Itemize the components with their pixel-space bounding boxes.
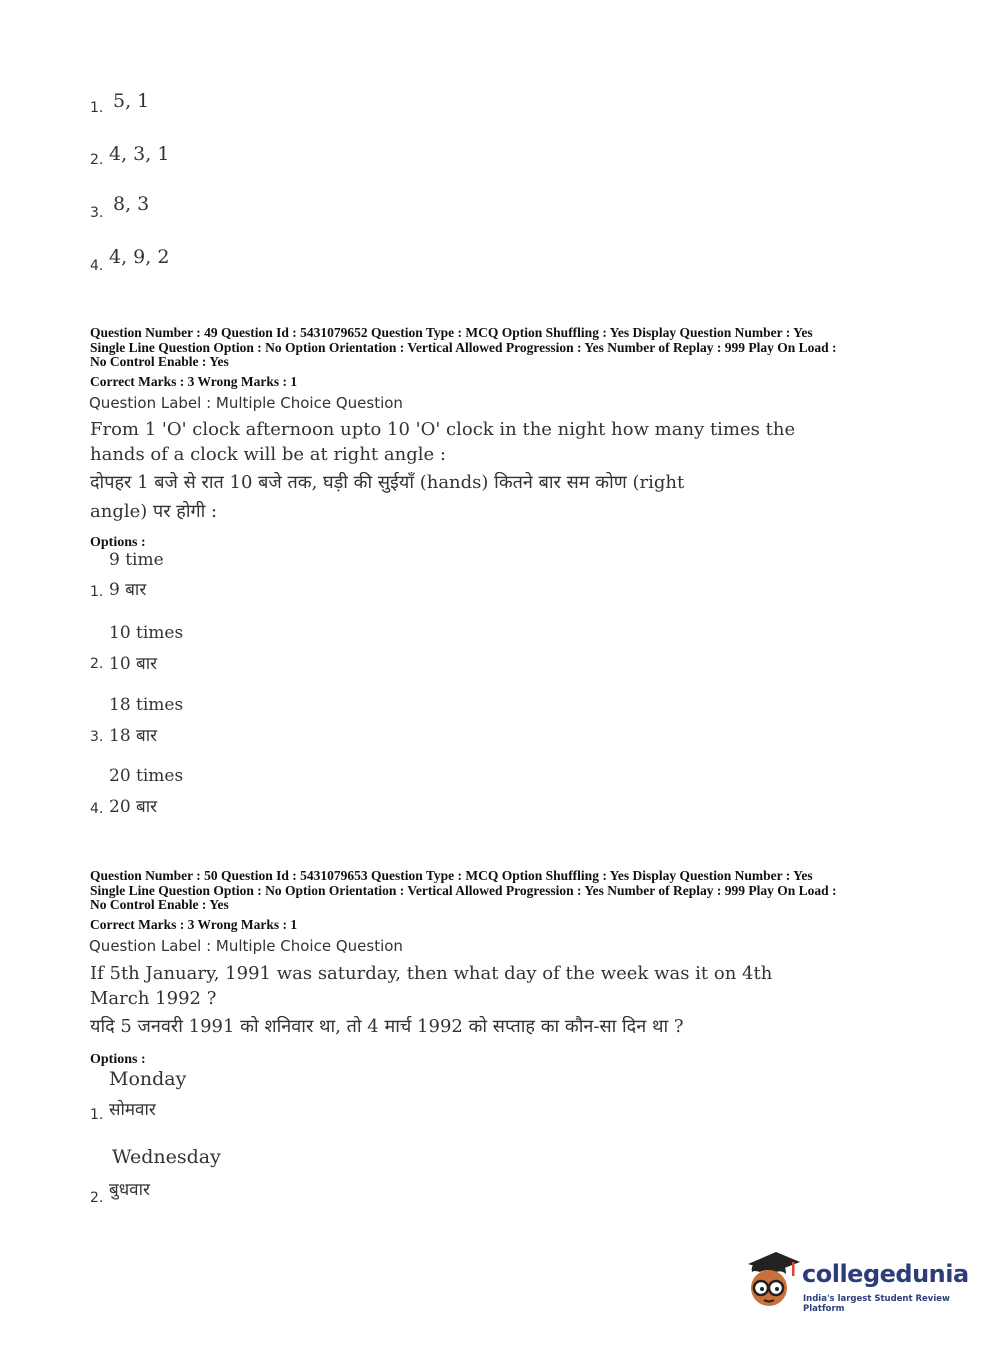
question-text-line: angle) पर होगी : bbox=[90, 501, 218, 522]
option-value: 8, 3 bbox=[113, 193, 150, 215]
option-text-en: 10 times bbox=[109, 623, 184, 643]
option-number: 3. bbox=[90, 729, 104, 745]
option-number: 3. bbox=[90, 205, 104, 221]
option-number: 1. bbox=[90, 584, 104, 600]
student-mascot-icon bbox=[742, 1250, 802, 1312]
option-text-en: Wednesday bbox=[112, 1146, 221, 1168]
option-text-hi: 10 बार bbox=[109, 654, 158, 674]
option-number: 1. bbox=[90, 1107, 104, 1123]
option-value: 5, 1 bbox=[113, 90, 150, 112]
collegedunia-logo bbox=[742, 1250, 972, 1316]
option-text-en: Monday bbox=[109, 1068, 187, 1090]
option-text-hi: 9 बार bbox=[109, 580, 147, 600]
meta-line: Question Number : 49 Question Id : 5431079652 Question Type : MCQ Option Shuffling : Yes Display Question Number : Yes bbox=[90, 325, 813, 340]
options-label: Options : bbox=[90, 1052, 146, 1067]
option-text-hi: 18 बार bbox=[109, 726, 158, 746]
option-text-hi: 20 बार bbox=[109, 797, 158, 817]
question-text-en bbox=[90, 417, 830, 467]
question-text-hi bbox=[90, 1012, 830, 1041]
question-meta bbox=[90, 326, 920, 370]
question-text-line: hands of a clock will be at right angle : bbox=[90, 444, 446, 465]
question-meta bbox=[90, 869, 920, 913]
question-text-hi bbox=[90, 468, 830, 526]
question-text-line: From 1 'O' clock afternoon upto 10 'O' clock in the night how many times the bbox=[90, 419, 796, 440]
question-text-en bbox=[90, 961, 830, 1011]
meta-line: Single Line Question Option : No Option Orientation : Vertical Allowed Progression : Yes Number of Replay : 999 Play On Load : bbox=[90, 339, 837, 355]
option-text-en: 20 times bbox=[109, 766, 184, 786]
question-marks: Correct Marks : 3 Wrong Marks : 1 bbox=[90, 374, 298, 389]
meta-line: Single Line Question Option : No Option Orientation : Vertical Allowed Progression : Yes Number of Replay : 999 Play On Load : bbox=[90, 882, 837, 898]
option-number: 4. bbox=[90, 801, 104, 817]
option-value: 4, 3, 1 bbox=[109, 143, 170, 165]
option-number: 2. bbox=[90, 1190, 104, 1206]
option-number: 4. bbox=[90, 258, 104, 274]
meta-line: Question Number : 50 Question Id : 5431079653 Question Type : MCQ Option Shuffling : Yes Display Question Number : Yes bbox=[90, 868, 813, 883]
question-text-line: March 1992 ? bbox=[90, 988, 217, 1009]
option-text-hi: बुधवार bbox=[109, 1180, 150, 1200]
meta-line: No Control Enable : Yes bbox=[90, 354, 229, 369]
option-number: 2. bbox=[90, 656, 104, 672]
logo-tagline: India's largest Student Review Platform bbox=[803, 1294, 950, 1314]
option-number: 1. bbox=[90, 100, 104, 116]
option-text-hi: सोमवार bbox=[109, 1100, 156, 1120]
option-value: 4, 9, 2 bbox=[109, 246, 170, 268]
option-number: 2. bbox=[90, 152, 104, 168]
question-text-line: यदि 5 जनवरी 1991 को शनिवार था, तो 4 मार्च 1992 को सप्ताह का कौन-सा दिन था ? bbox=[90, 1016, 684, 1037]
question-text-line: If 5th January, 1991 was saturday, then what day of the week was it on 4th bbox=[90, 963, 773, 984]
options-label: Options : bbox=[90, 535, 146, 550]
option-text-en: 9 time bbox=[109, 550, 164, 570]
option-text-en: 18 times bbox=[109, 695, 184, 715]
question-marks: Correct Marks : 3 Wrong Marks : 1 bbox=[90, 917, 298, 932]
question-label: Question Label : Multiple Choice Question bbox=[89, 394, 403, 412]
question-label: Question Label : Multiple Choice Question bbox=[89, 937, 403, 955]
logo-name: collegedunia bbox=[802, 1260, 969, 1288]
meta-line: No Control Enable : Yes bbox=[90, 897, 229, 912]
question-text-line: दोपहर 1 बजे से रात 10 बजे तक, घड़ी की सुईयाँ (hands) कितने बार सम कोण (right bbox=[90, 472, 685, 493]
